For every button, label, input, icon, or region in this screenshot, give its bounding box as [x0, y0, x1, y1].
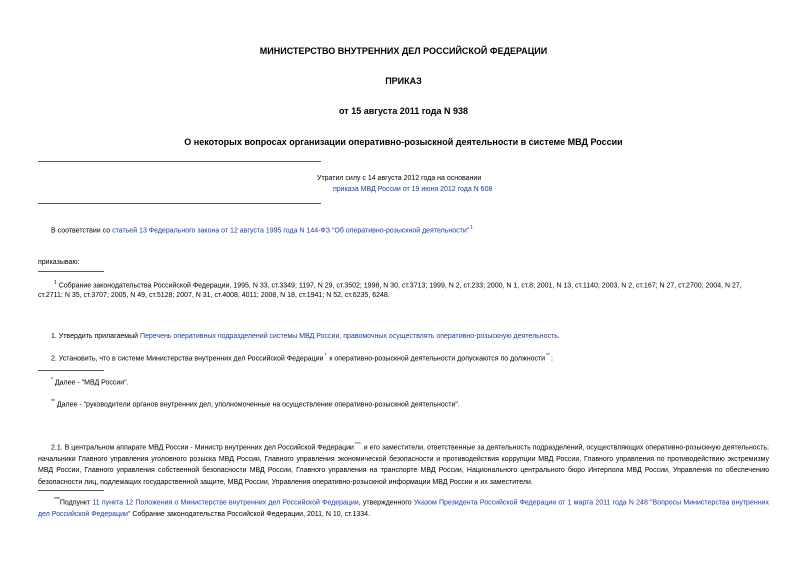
item-2 — [51, 352, 553, 363]
item-1-text: 1. Утвердить прилагаемый — [51, 333, 140, 340]
document-title: О некоторых вопросах организации оперативно-розыскной деятельности в системе МВД России — [184, 137, 623, 147]
preamble — [51, 224, 474, 235]
preamble-text: В соответствии со — [51, 227, 113, 235]
item-2-1 — [38, 440, 769, 488]
divider-top — [38, 161, 321, 162]
footnote-star-3-link-decree[interactable]: Указом Президента Российской Федерации от 1 марта 2011 года N 248 "Вопросы Министерства внутренних дел Российской Федерации" — [38, 499, 769, 518]
status-link[interactable]: приказа МВД России от 19 июня 2012 года N 608 — [333, 186, 493, 193]
item-2-middle: к оперативно-розыскной деятельности допускаются по должности — [327, 355, 546, 363]
footnote-star-2 — [51, 398, 460, 409]
footnote-ref-star[interactable]: * — [324, 353, 327, 359]
footnote-star-3-end: Собрание законодательства Российской Федерации, 2011, N 10, ст.1334. — [130, 510, 370, 518]
footnote-star-2-mark: ** — [51, 399, 55, 405]
footnote-star-1-text: Далее - "МВД России". — [52, 379, 129, 387]
footnote-ref-triple-star[interactable]: *** — [354, 442, 361, 448]
footnote-star-3-text: Подпункт — [59, 499, 93, 507]
date-number-heading: от 15 августа 2011 года N 938 — [339, 106, 468, 116]
footnote-star-3-link-regulation[interactable]: 11 пункта 12 Положения о Министерстве внутренних дел Российской Федерации — [92, 499, 359, 507]
footnote-ref-double-star[interactable]: ** — [546, 353, 550, 359]
footnote-ref-1[interactable]: 1 — [470, 225, 473, 231]
item-2-1-rest: и его заместители, ответственные за деятельность подразделений, осуществляющих оперативно-розыскную деятельность; начальники Главного управления уголовного розыска МВД России, Главного управления экономической безопасности и противодействия коррупции МВД России, Главного управления по противодействию экстремизму МВД России, Главного управления собственной безопасности МВД России, Главного управления на транспорте МВД России, Национального центрального бюро Интерпола МВД России, Управления по обеспечению безопасности лиц, подлежащих государственной защите, МВД России, Управления оперативно-розыскной информации МВД России и их заместители. — [38, 444, 769, 486]
footnote-star-1-mark: * — [51, 377, 53, 383]
item-1 — [51, 332, 560, 341]
footnote-star-3-mid: , утвержденного — [358, 499, 414, 507]
footnote-1-line1 — [54, 279, 742, 290]
status-note: Утратил силу с 14 августа 2012 года на основании — [317, 175, 482, 182]
item-1-end: . — [557, 333, 560, 340]
footnote-star-3 — [38, 495, 769, 520]
item-2-1-text: 2.1. В центральном аппарате МВД России - Министр внутренних дел Российской Федерации — [51, 444, 354, 452]
footnote-star-1 — [51, 376, 129, 387]
doc-type-heading: ПРИКАЗ — [385, 76, 422, 86]
ministry-heading: МИНИСТЕРСТВО ВНУТРЕННИХ ДЕЛ РОССИЙСКОЙ ФЕДЕРАЦИИ — [259, 46, 548, 56]
item-2-end: : — [550, 355, 553, 363]
footnote-1-text: Собрание законодательства Российской Федерации, 1995, N 33, ст.3349; 1197, N 29, ст.3502; 1998, N 30, ст.3713; 1999, N 2, ст.233; 2000, N 1, ст.8; 2001, N 13, ст.1140; 2003, N 2, ст.167; N 27, ст.2700; 2004, N 27, — [56, 282, 742, 290]
footnote-separator-3 — [38, 490, 104, 491]
footnote-separator-1 — [38, 271, 104, 272]
preamble-law-link[interactable]: статьей 13 Федерального закона от 12 августа 1995 года N 144-ФЗ "Об оперативно-розыскной деятельности" — [112, 227, 470, 235]
order-word: приказываю: — [38, 259, 80, 266]
item-2-text: 2. Установить, что в системе Министерства внутренних дел Российской Федерации — [51, 355, 324, 363]
footnote-star-2-text: Далее - "руководители органов внутренних дел, уполномоченные на осуществление оперативно-розыскной деятельности". — [54, 401, 460, 409]
divider-bottom — [38, 203, 321, 204]
footnote-1-mark: 1 — [54, 280, 57, 286]
footnote-separator-2 — [38, 370, 104, 371]
item-1-link[interactable]: Перечень оперативных подразделений системы МВД России, правомочных осуществлять оперативно-розыскную деятельность — [139, 333, 558, 340]
footnote-star-3-mark: *** — [54, 497, 60, 503]
footnote-1-line2: ст.2711; N 35, ст.3707; 2005, N 49, ст.5128; 2007, N 31, ст.4008, 4011; 2008, N 18, ст.1941; N 52, ст.6235, 6248. — [38, 292, 390, 299]
